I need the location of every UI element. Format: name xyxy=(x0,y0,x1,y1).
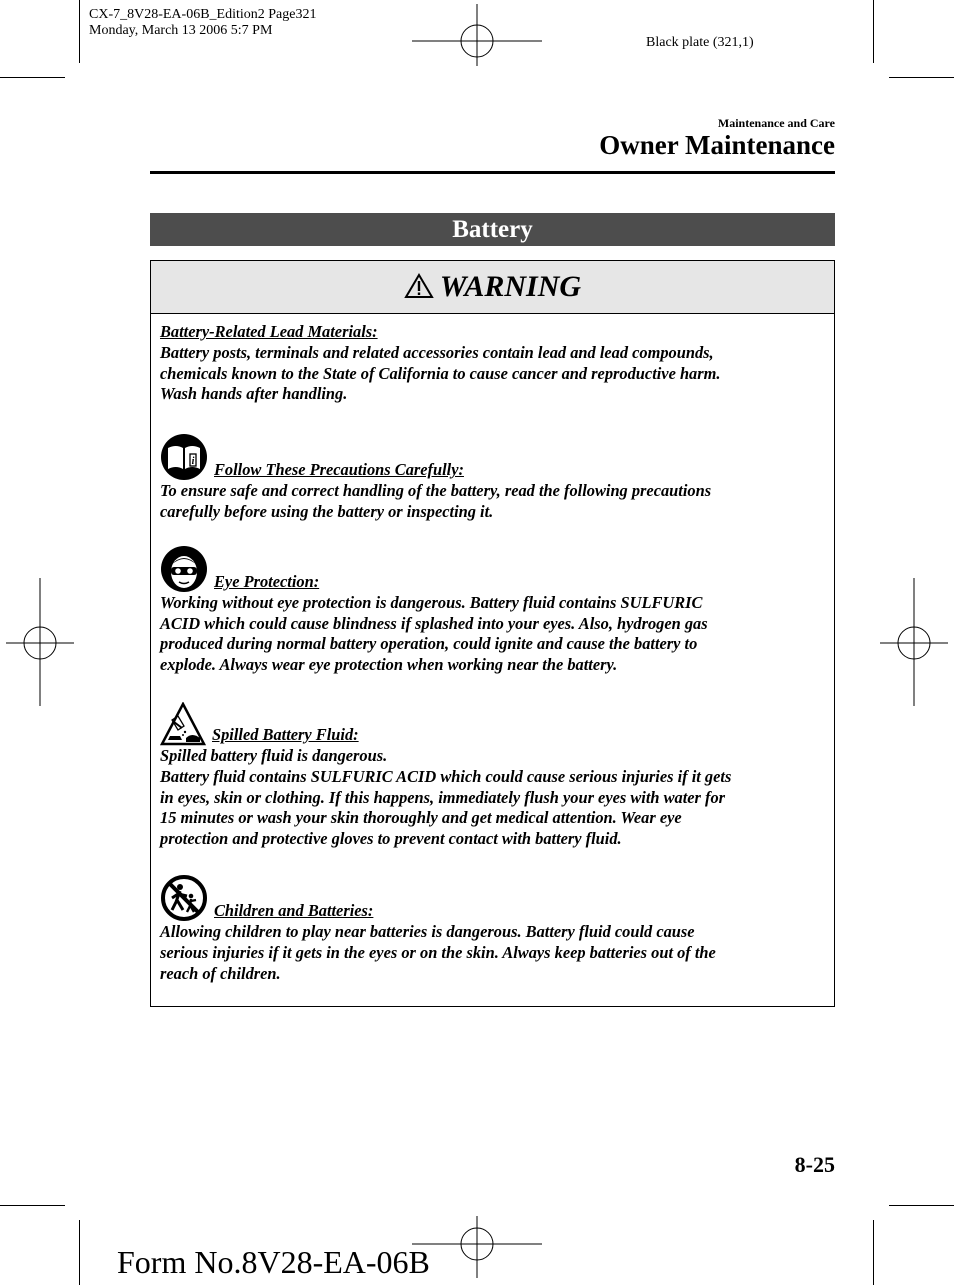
warning-box xyxy=(150,260,835,1007)
item-line: Battery fluid contains SULFURIC ACID which could cause serious injuries if it gets xyxy=(160,766,732,786)
keep-children-away-icon xyxy=(160,874,208,922)
warning-body xyxy=(151,314,834,984)
form-number: Form No.8V28-EA-06B xyxy=(117,1244,430,1280)
page-number: 8-25 xyxy=(794,1152,835,1177)
header-section: Maintenance and Care xyxy=(717,116,835,130)
warning-item xyxy=(160,322,824,405)
acid-hazard-icon xyxy=(160,702,206,746)
item-line: Allowing children to play near batteries is dangerous. Battery fluid could cause xyxy=(160,921,695,941)
manual-book-icon xyxy=(160,433,208,481)
item-heading: Children and Batteries: xyxy=(214,901,374,921)
print-plate: Black plate (321,1) xyxy=(646,35,754,50)
item-line: explode. Always wear eye protection when working near the battery. xyxy=(160,655,618,675)
item-line: chemicals known to the State of California to cause cancer and reproductive harm. xyxy=(160,363,721,383)
registration-mark-left xyxy=(6,578,74,706)
item-line: 15 minutes or wash your skin thoroughly and get medical attention. Wear eye xyxy=(160,808,682,828)
print-file-info xyxy=(89,7,316,39)
item-line: ACID which could cause blindness if splashed into your eyes. Also, hydrogen gas xyxy=(160,613,708,633)
item-heading: Eye Protection: xyxy=(214,571,320,591)
item-line: Battery posts, terminals and related accessories contain lead and lead compounds, xyxy=(160,342,714,362)
warning-triangle-icon xyxy=(404,273,434,299)
item-line: in eyes, skin or clothing. If this happens, immediately flush your eyes with water for xyxy=(160,787,726,807)
item-line: protection and protective gloves to prevent contact with battery fluid. xyxy=(160,829,622,849)
registration-mark-bottom xyxy=(412,1216,542,1278)
print-date-line: Monday, March 13 2006 5:7 PM xyxy=(89,23,273,38)
item-line: carefully before using the battery or inspecting it. xyxy=(160,501,494,521)
item-line: serious injuries if it gets in the eyes or on the skin. Always keep batteries out of the xyxy=(160,942,716,962)
registration-mark-right xyxy=(880,578,948,706)
warning-item xyxy=(160,702,824,850)
item-line: Working without eye protection is dangerous. Battery fluid contains SULFURIC xyxy=(160,592,703,612)
warning-item xyxy=(160,545,824,676)
section-title: Battery xyxy=(150,213,835,246)
item-line: produced during normal battery operation, could ignite and cause the battery to xyxy=(160,634,698,654)
header-chapter: Owner Maintenance xyxy=(599,130,835,160)
warning-header xyxy=(151,261,834,314)
registration-mark-top xyxy=(412,4,542,66)
header-rule xyxy=(150,171,835,174)
item-line: To ensure safe and correct handling of the battery, read the following precautions xyxy=(160,481,712,501)
item-line: Wash hands after handling. xyxy=(160,384,348,404)
item-line: reach of children. xyxy=(160,963,281,983)
warning-title: WARNING xyxy=(439,270,582,303)
item-heading: Battery-Related Lead Materials: xyxy=(160,322,378,341)
eye-protection-icon xyxy=(160,545,208,593)
item-heading: Spilled Battery Fluid: xyxy=(212,725,359,745)
item-line: Spilled battery fluid is dangerous. xyxy=(160,745,388,765)
print-file-line: CX-7_8V28-EA-06B_Edition2 Page321 xyxy=(89,7,317,22)
item-heading: Follow These Precautions Carefully: xyxy=(214,460,464,480)
warning-item xyxy=(160,874,824,984)
svg-text:i: i xyxy=(191,456,195,468)
warning-item xyxy=(160,433,824,523)
